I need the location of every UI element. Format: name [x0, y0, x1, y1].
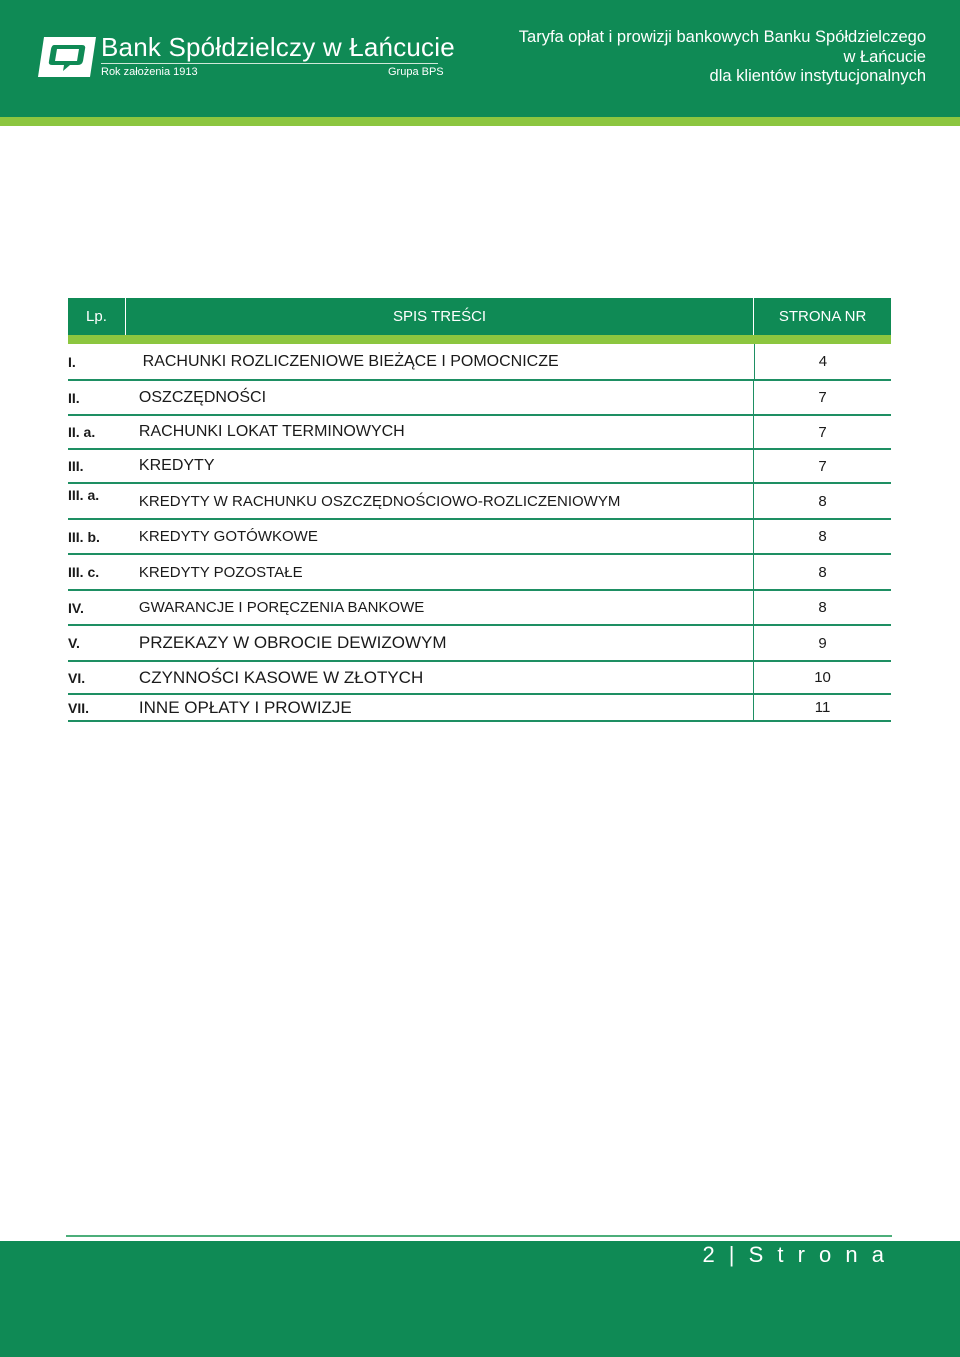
- toc-row[interactable]: [68, 344, 891, 381]
- toc-row-lp: III. b.: [68, 528, 100, 545]
- toc-row-title: PRZEKAZY W OBROCIE DEWIZOWYM: [126, 626, 754, 660]
- toc-row-title: CZYNNOŚCI KASOWE W ZŁOTYCH: [126, 662, 754, 693]
- toc-row-title: KREDYTY: [126, 450, 754, 482]
- toc-row-lp: I.: [68, 353, 76, 370]
- footer-divider: [66, 1235, 892, 1237]
- toc-header-page: STRONA NR: [778, 308, 867, 325]
- toc-row-lp: V.: [68, 635, 80, 651]
- toc-row-page: 7: [818, 389, 827, 406]
- toc-row[interactable]: [68, 626, 891, 662]
- toc-row-lp: II.: [68, 389, 80, 406]
- toc-row-title: INNE OPŁATY I PROWIZJE: [126, 695, 754, 720]
- toc-row-page: 8: [818, 528, 827, 545]
- page-number: 2 | S t r o n a: [702, 1242, 888, 1267]
- toc-row-lp: VII.: [68, 699, 90, 716]
- toc-row-title: GWARANCJE I PORĘCZENIA BANKOWE: [126, 591, 754, 624]
- toc-row-page: 7: [818, 423, 827, 441]
- toc-row-page: 9: [818, 634, 827, 652]
- document-title-line: w Łańcucie: [843, 47, 926, 66]
- toc-row[interactable]: [68, 591, 891, 626]
- toc-row-title: KREDYTY W RACHUNKU OSZCZĘDNOŚCIOWO-ROZLICZENIOWYM: [126, 484, 754, 518]
- document-title: [519, 28, 926, 87]
- bank-logo-icon: [36, 33, 98, 79]
- toc-row[interactable]: [68, 695, 891, 722]
- toc-header-lp: Lp.: [86, 308, 107, 325]
- toc-row-page: 8: [818, 599, 827, 616]
- toc-row-lp: III. a.: [68, 487, 100, 503]
- toc-header-title: SPIS TREŚCI: [125, 298, 754, 335]
- toc-row[interactable]: [68, 520, 891, 555]
- bank-name: Bank Spółdzielczy w Łańcucie: [101, 32, 455, 62]
- toc-row-title: RACHUNKI LOKAT TERMINOWYCH: [126, 416, 754, 448]
- toc-row-page: 10: [814, 669, 831, 686]
- toc-row[interactable]: [68, 555, 891, 591]
- toc-row-lp: III. c.: [68, 564, 100, 580]
- toc-row-title: KREDYTY GOTÓWKOWE: [126, 520, 754, 553]
- toc-row-lp: IV.: [68, 599, 84, 616]
- toc-row-title: RACHUNKI ROZLICZENIOWE BIEŻĄCE I POMOCNICZE: [126, 344, 755, 379]
- toc-header-row: [68, 298, 891, 344]
- toc-row-lp: VI.: [68, 669, 86, 686]
- toc-row-lp: II. a.: [68, 424, 96, 440]
- toc-row-page: 11: [814, 699, 831, 716]
- toc-row[interactable]: [68, 416, 891, 450]
- logo-divider: [101, 63, 438, 64]
- toc-row-page: 4: [818, 353, 828, 370]
- toc-row[interactable]: [68, 381, 891, 416]
- toc-row[interactable]: [68, 450, 891, 484]
- toc-row[interactable]: [68, 662, 891, 695]
- bank-founded-year: Rok założenia 1913: [101, 66, 198, 78]
- toc-row[interactable]: [68, 484, 891, 520]
- toc-row-title: OSZCZĘDNOŚCI: [126, 381, 754, 414]
- toc-row-page: 8: [818, 563, 827, 581]
- bank-group: Grupa BPS: [388, 66, 444, 78]
- toc-row-page: 7: [818, 457, 827, 475]
- header-accent-stripe: [0, 117, 960, 126]
- table-of-contents: [68, 298, 891, 722]
- toc-row-title: KREDYTY POZOSTAŁE: [126, 555, 754, 589]
- document-title-line: Taryfa opłat i prowizji bankowych Banku Spółdzielczego: [518, 28, 926, 46]
- toc-row-lp: III.: [68, 458, 84, 474]
- toc-row-page: 8: [818, 492, 827, 510]
- document-title-line: dla klientów instytucjonalnych: [709, 67, 926, 85]
